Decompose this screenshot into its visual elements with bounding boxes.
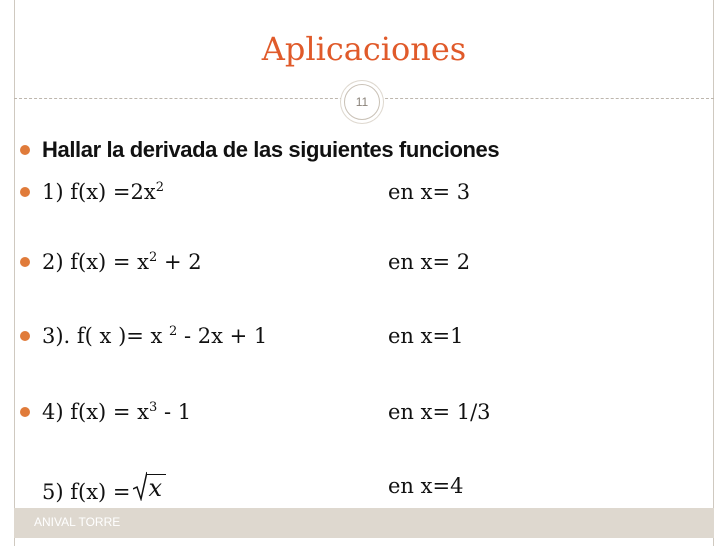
evaluation-point: en x= 2	[388, 250, 471, 274]
evaluation-point: en x= 1/3	[388, 400, 491, 424]
exercise-row-1	[20, 176, 710, 208]
slide-title: Aplicaciones	[261, 30, 467, 68]
bullet-icon	[20, 187, 30, 197]
function-expression: 5) f(x) = x	[42, 469, 166, 504]
heading-row	[20, 134, 499, 166]
bullet-icon	[20, 407, 30, 417]
evaluation-point: en x=4	[388, 474, 464, 498]
evaluation-point: en x= 3	[388, 180, 471, 204]
slide-number: 11	[344, 84, 380, 120]
function-expression: 2) $f(x) = x^2 + 2$	[42, 250, 202, 274]
bullet-icon	[20, 257, 30, 267]
evaluation-point: en x=1	[388, 324, 464, 348]
function-expression: 1) $f(x) =2x^2$	[42, 180, 164, 204]
function-expression: 4) $f(x) = x^3 - 1$	[42, 400, 192, 424]
exercise-row-5	[42, 470, 728, 502]
radicand: x	[147, 474, 167, 501]
exercise-row-4	[20, 396, 710, 428]
exercise-row-3	[20, 320, 710, 352]
bullet-icon	[20, 145, 30, 155]
footer-author: ANIVAL TORRE	[34, 515, 121, 529]
instruction-heading: Hallar la derivada de las siguientes funciones	[42, 137, 500, 162]
bullet-icon	[20, 331, 30, 341]
exercise-row-2	[20, 246, 710, 278]
square-root-icon	[133, 471, 167, 501]
function-expression: 3). f( x )= x $^2$ - 2x + 1	[42, 324, 268, 348]
